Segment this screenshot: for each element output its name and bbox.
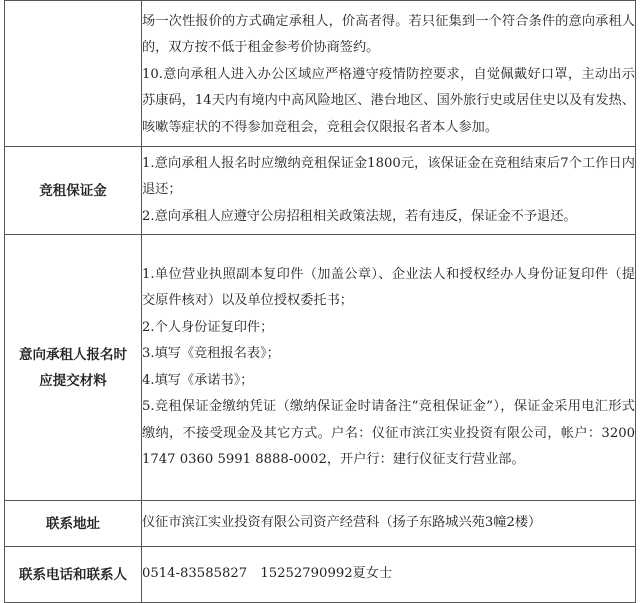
label-text: 意向承租人报名时 (19, 346, 127, 363)
label-text: 联系电话和联系人 (19, 566, 127, 583)
row-label-address (5, 501, 142, 547)
row-label-deposit (5, 147, 142, 235)
paragraph: 仪征市滨江实业投资有限公司资产经营科（扬子东路城兴苑3幢2楼） (142, 515, 542, 531)
table-row (5, 547, 636, 603)
table-row (5, 235, 636, 501)
paragraph: 1.意向承租人报名时应缴纳竞租保证金1800元，该保证金在竞租结束后7个工作日内退还； (142, 155, 635, 198)
paragraph: 3.填写《竞租报名表》； (142, 346, 280, 361)
table-row (5, 1, 636, 147)
row-label-blank (5, 1, 142, 147)
paragraph: 2.个人身份证复印件； (142, 319, 274, 335)
row-content-contact (142, 547, 636, 603)
row-content-terms (142, 1, 636, 147)
paragraph: 10.意向承租人进入办公区域应严格遵守疫情防控要求，自觉佩戴好口罩，主动出示苏康码，14天内有境内中高风险地区、港台地区、国外旅行史或居住史以及有发热、咳嗽等症状的不得参加竞租会，竞租会仅限报名者本人参加。 (142, 66, 635, 135)
row-content-deposit (142, 147, 636, 235)
paragraph: 4.填写《承诺书》； (142, 372, 254, 388)
row-content-address (142, 501, 636, 547)
paragraph: 0514-83585827 15252790992夏女士 (142, 566, 393, 582)
label-text: 竞租保证金 (39, 182, 107, 199)
paragraph: 2.意向承租人应遵守公房招租相关政策法规，若有违反，保证金不予退还。 (142, 208, 577, 224)
row-label-materials (5, 235, 142, 501)
label-text: 应提交材料 (39, 372, 107, 389)
paragraph: 场一次性报价的方式确定承租人，价高者得。若只征集到一个符合条件的意向承租人的，双方按不低于租金参考价协商签约。 (142, 13, 635, 56)
info-table (4, 0, 636, 603)
label-text: 联系地址 (46, 515, 100, 532)
paragraph: 1.单位营业执照副本复印件（加盖公章）、企业法人和授权经办人身份证复印件（提交原件核对）以及单位授权委托书； (142, 266, 635, 308)
table-row (5, 147, 636, 235)
paragraph: 5.竞租保证金缴纳凭证（缴纳保证金时请备注“竞租保证金”），保证金采用电汇形式缴纳，不接受现金及其它方式。户名：仪征市滨江实业投资有限公司，帐户：3200 1747 0360 5991 8888-0002，开户行：建行仪征支行营业部。 (142, 399, 635, 467)
row-label-contact (5, 547, 142, 603)
row-content-materials (142, 235, 636, 501)
table-row (5, 501, 636, 547)
